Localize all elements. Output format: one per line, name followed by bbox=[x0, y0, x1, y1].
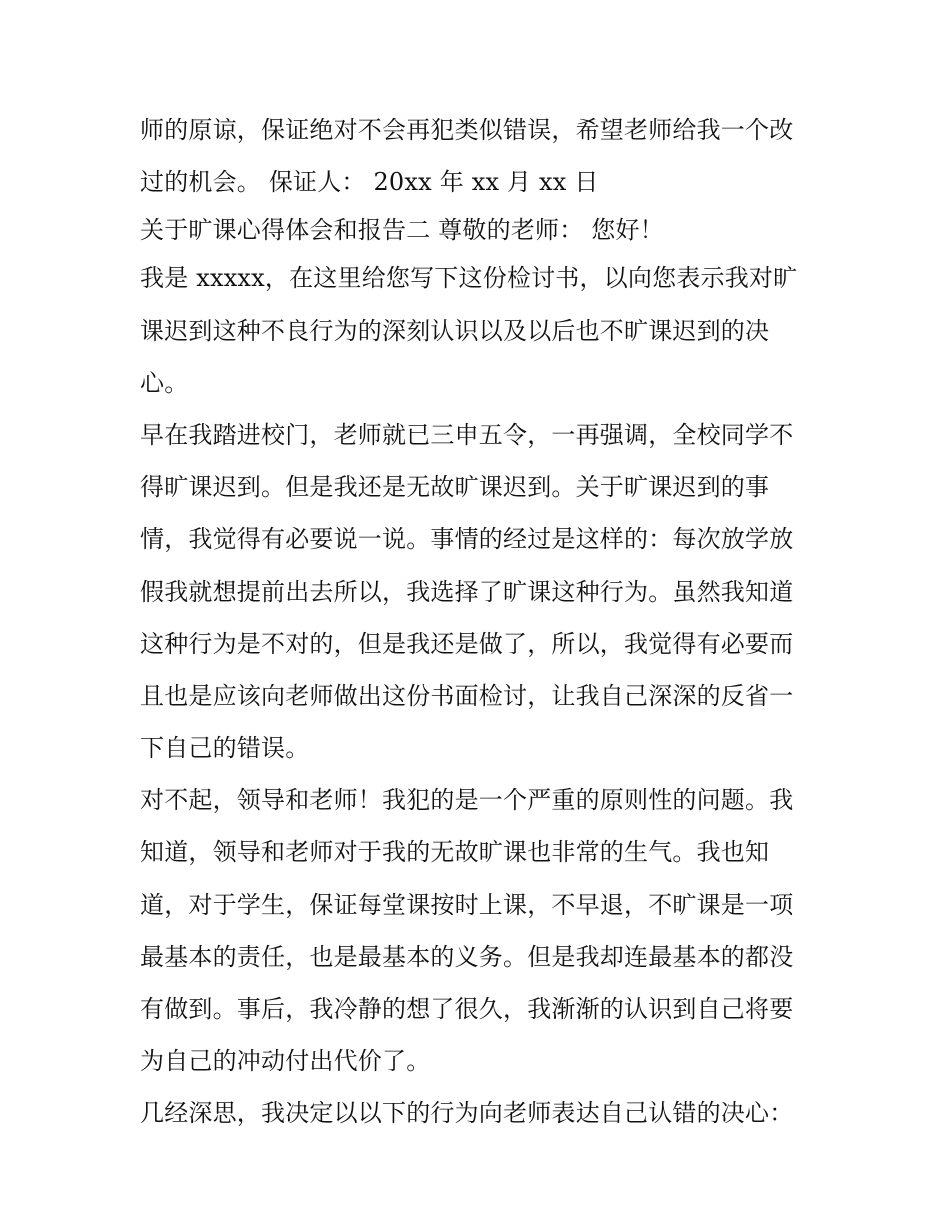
text-line: 对不起，领导和老师！我犯的是一个严重的原则性的问题。我 bbox=[140, 786, 794, 815]
text-line: 假我就想提前出去所以，我选择了旷课这种行为。虽然我知道 bbox=[140, 577, 794, 606]
text-line: 这种行为是不对的，但是我还是做了，所以，我觉得有必要而 bbox=[140, 629, 794, 658]
text-line: 师的原谅，保证绝对不会再犯类似错误，希望老师给我一个改 bbox=[140, 116, 794, 144]
text-line: 课迟到这种不良行为的深刻认识以及以后也不旷课迟到的决 bbox=[140, 316, 770, 345]
text-line: 为自己的冲动付出代价了。 bbox=[140, 1047, 431, 1076]
text-line: 有做到。事后，我冷静的想了很久，我渐渐的认识到自己将要 bbox=[140, 995, 794, 1023]
text-line: 最基本的责任，也是最基本的义务。但是我却连最基本的都没 bbox=[140, 942, 794, 971]
section-heading-line: 关于旷课心得体会和报告二 尊敬的老师： 您好！ bbox=[140, 216, 664, 245]
text-line: 早在我踏进校门，老师就已三申五令，一再强调，全校同学不 bbox=[140, 420, 794, 449]
text-line: 道，对于学生，保证每堂课按时上课，不早退，不旷课是一项 bbox=[140, 890, 794, 919]
text-line: 情，我觉得有必要说一说。事情的经过是这样的：每次放学放 bbox=[140, 525, 794, 554]
text-line: 且也是应该向老师做出这份书面检讨，让我自己深深的反省一 bbox=[140, 681, 794, 710]
text-line: 知道，领导和老师对于我的无故旷课也非常的生气。我也知 bbox=[140, 838, 770, 867]
text-line: 几经深思，我决定以以下的行为向老师表达自己认错的决心： bbox=[140, 1099, 794, 1128]
text-line: 下自己的错误。 bbox=[140, 734, 310, 763]
document-body bbox=[140, 104, 820, 1140]
text-line: 心。 bbox=[140, 368, 189, 397]
text-line: 得旷课迟到。但是我还是无故旷课迟到。关于旷课迟到的事 bbox=[140, 473, 770, 502]
text-line: 我是 xxxxx，在这里给您写下这份检讨书，以向您表示我对旷 bbox=[140, 264, 798, 293]
text-line: 过的机会。 保证人： 20xx 年 xx 月 xx 日 bbox=[140, 168, 599, 197]
